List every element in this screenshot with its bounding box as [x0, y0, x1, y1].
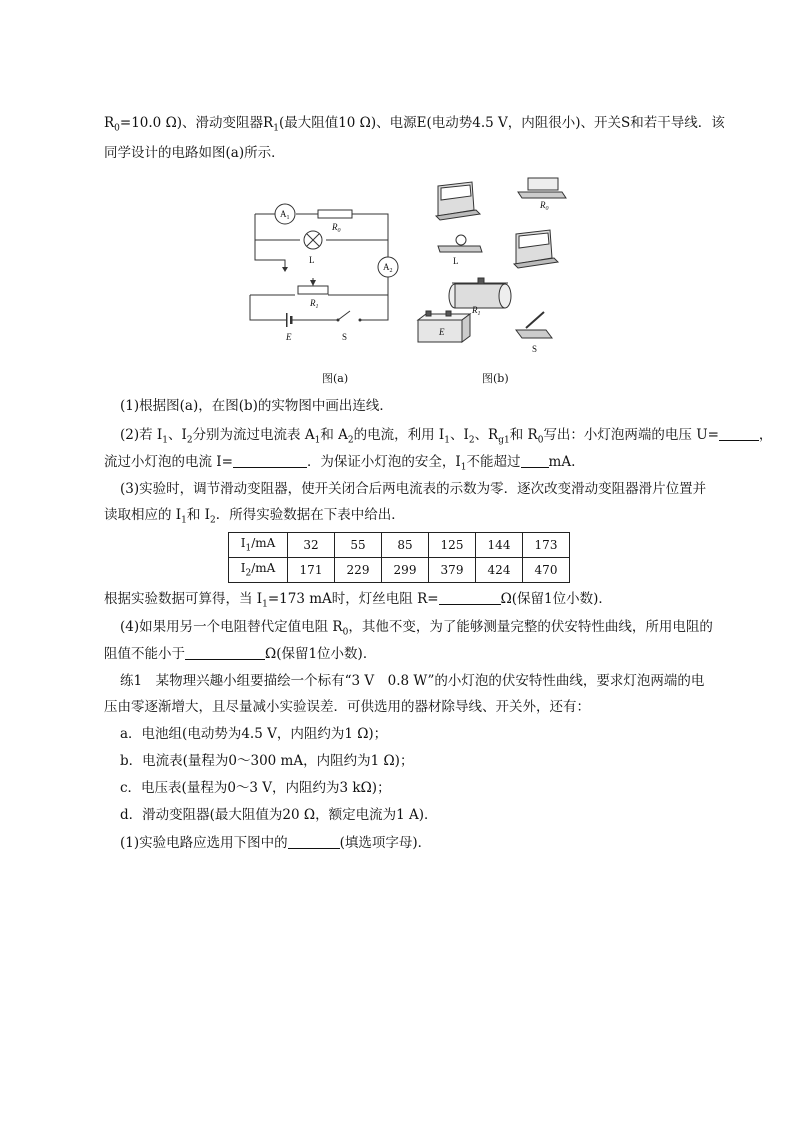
data-table: [228, 532, 570, 583]
circuit-figure: [240, 170, 570, 390]
rheostat-r1-label: $R_1$: [310, 298, 319, 310]
question-3-line-2: 读取相应的 $I_1$和 $I_2$．所得实验数据在下表中给出．: [104, 507, 405, 526]
question-3-result: 根据实验数据可算得，当 $I_1=173$ mA时，灯丝电阻 R= Ω(保留1位小数)．: [104, 591, 612, 610]
real-switch-label: S: [532, 344, 538, 354]
real-r1-label: $R_1$: [472, 305, 481, 317]
table-cell: 85: [382, 533, 429, 558]
exercise-1-question-1: (1)实验电路应选用下图中的 (填选项字母)．: [120, 835, 432, 851]
battery-label: E: [286, 332, 292, 342]
table-cell: 144: [476, 533, 523, 558]
answer-blank-i[interactable]: [233, 453, 307, 468]
figure-a-caption: 图(a): [322, 372, 349, 385]
question-2-line-2: 流过小灯泡的电流 I= ．为保证小灯泡的安全，$I_1$不能超过 mA.: [104, 454, 576, 473]
intro-line-2: 同学设计的电路如图(a)所示．: [104, 145, 285, 161]
exercise-1-line-1: 练1 某物理兴趣小组要描绘一个标有“3 V 0.8 W”的小灯泡的伏安特性曲线，要求灯泡两端的电: [120, 673, 705, 689]
question-3-line-1: (3)实验时，调节滑动变阻器，使开关闭合后两电流表的示数为零．逐次改变滑动变阻器滑片位置并: [120, 481, 707, 497]
answer-blank-u[interactable]: [719, 426, 759, 441]
exercise-1-item-d: d．滑动变阻器(最大阻值为20 Ω，额定电流为1 A)．: [120, 807, 438, 823]
table-cell: 379: [429, 558, 476, 583]
lamp-label: L: [309, 255, 315, 265]
figure-b-caption: 图(b): [482, 372, 509, 385]
table-row: [229, 558, 570, 583]
row-header-i1: $I_1/mA$: [229, 533, 288, 558]
exercise-1-item-a: a．电池组(电动势为4.5 V，内阻约为1 Ω)；: [120, 726, 388, 742]
real-battery-label: E: [439, 327, 445, 337]
table-cell: 125: [429, 533, 476, 558]
table-cell: 424: [476, 558, 523, 583]
answer-blank-r[interactable]: [439, 590, 501, 605]
table-cell: 173: [523, 533, 570, 558]
intro-line-1: $R_0=10.0$ Ω)、滑动变阻器$R_1$(最大阻值10 Ω)、电源E(电动势4.5 V，内阻很小)、开关S和若干导线．该: [104, 115, 725, 134]
question-2-line-1: (2)若 $I_1$、$I_2$分别为流过电流表 $A_1$和 $A_2$的电流，利用 $I_1$、$I_2$、$R_{g1}$和 $R_0$写出：小灯泡两端的电压 U= ，: [120, 427, 773, 446]
exercise-1-line-2: 压由零逐渐增大，且尽量减小实验误差．可供选用的器材除导线、开关外，还有：: [104, 699, 590, 715]
table-cell: 32: [288, 533, 335, 558]
table-row: [229, 533, 570, 558]
real-r0-label: $R_0$: [540, 200, 549, 212]
answer-blank-min-r[interactable]: [185, 645, 265, 660]
table-cell: 55: [335, 533, 382, 558]
row-header-i2: $I_2/mA$: [229, 558, 288, 583]
answer-blank-option[interactable]: [288, 834, 340, 849]
ammeter-a2-label: $A_2$: [383, 262, 393, 274]
exercise-1-item-c: c．电压表(量程为0～3 V，内阻约为3 kΩ)；: [120, 780, 391, 796]
ammeter-a1-label: $A_1$: [280, 209, 290, 221]
resistor-r0-label: $R_0$: [332, 222, 341, 234]
table-cell: 299: [382, 558, 429, 583]
question-4-line-2: 阻值不能小于 Ω(保留1位小数)．: [104, 646, 377, 662]
switch-label: S: [342, 332, 348, 342]
table-cell: 470: [523, 558, 570, 583]
question-4-line-1: (4)如果用另一个电阻替代定值电阻 $R_0$，其他不变，为了能够测量完整的伏安特性曲线，所用电阻的: [120, 619, 713, 638]
question-1: (1)根据图(a)，在图(b)的实物图中画出连线．: [120, 398, 393, 414]
real-lamp-label: L: [453, 256, 459, 266]
table-cell: 171: [288, 558, 335, 583]
table-cell: 229: [335, 558, 382, 583]
exercise-1-item-b: b．电流表(量程为0～300 mA，内阻约为1 Ω)；: [120, 753, 414, 769]
answer-blank-i1-max[interactable]: [521, 453, 549, 468]
